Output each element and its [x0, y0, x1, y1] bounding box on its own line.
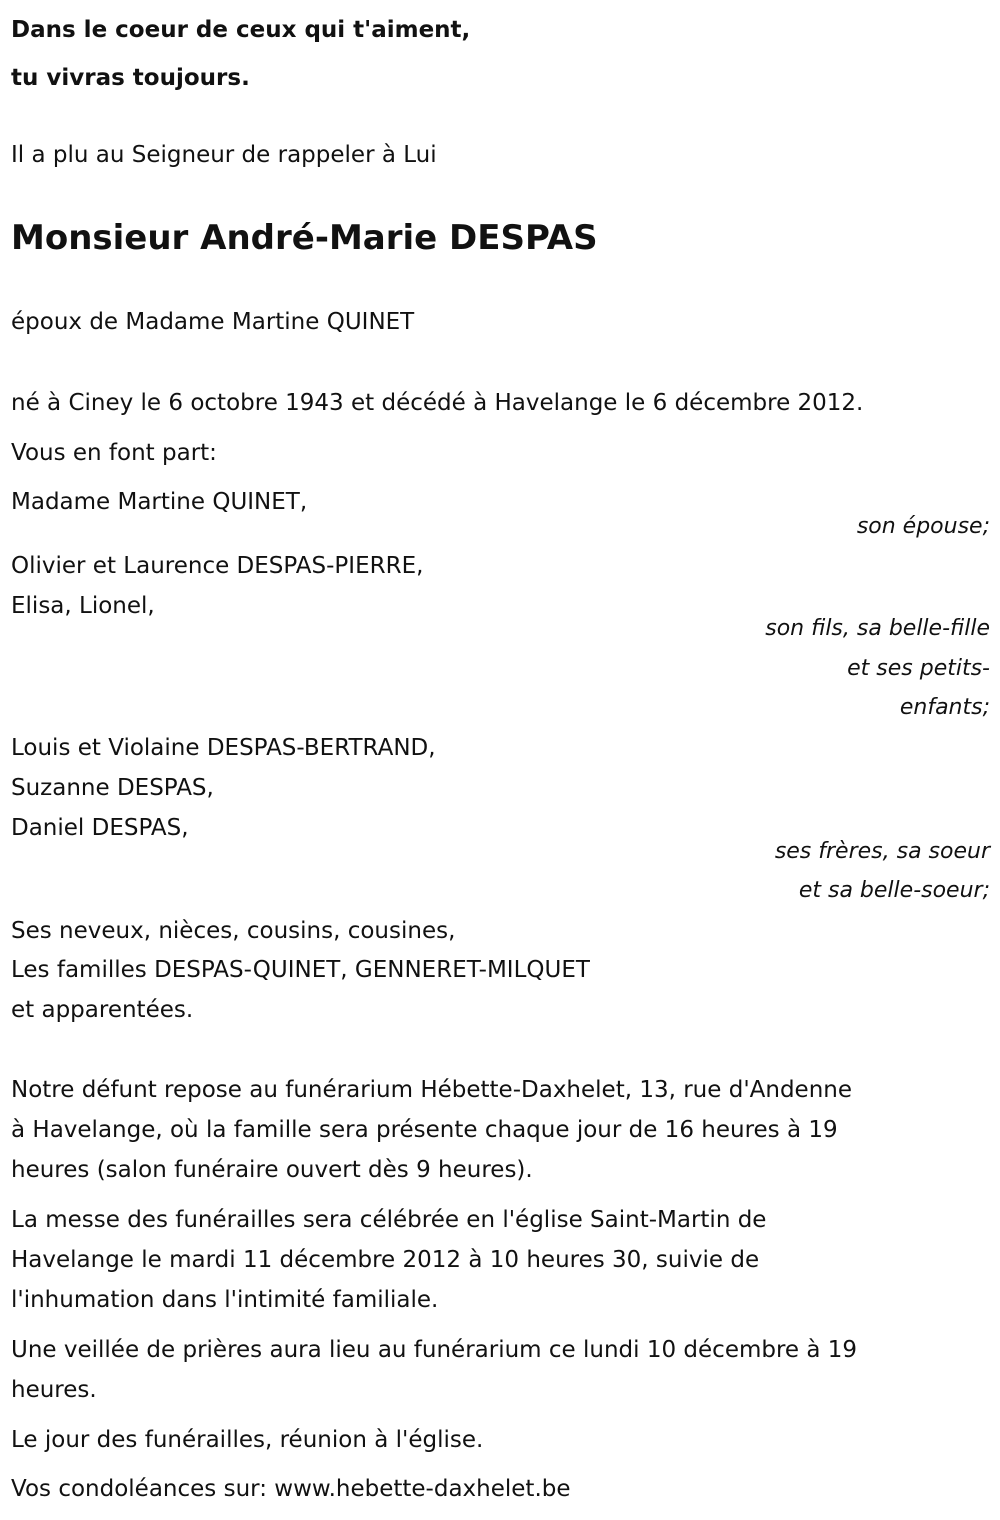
vigil-text: heures. [11, 1377, 97, 1403]
condolences-text: Vos condoléances sur: www.hebette-daxhelet.be [11, 1476, 571, 1502]
motto-line-1: Dans le coeur de ceux qui t'aiment, [11, 17, 471, 43]
meeting-text: Le jour des funérailles, réunion à l'église. [11, 1427, 484, 1453]
family-relation: son fils, sa belle-fille [765, 616, 990, 641]
mass-text: Havelange le mardi 11 décembre 2012 à 10 heures 30, suivie de [11, 1247, 760, 1273]
family-name: Madame Martine QUINET, [11, 489, 308, 515]
motto-line-2: tu vivras toujours. [11, 65, 250, 91]
deceased-name: Monsieur André-Marie DESPAS [11, 218, 598, 258]
mass-text: La messe des funérailles sera célébrée en l'église Saint-Martin de [11, 1207, 767, 1233]
family-name: et apparentées. [11, 997, 194, 1023]
family-name: Louis et Violaine DESPAS-BERTRAND, [11, 735, 436, 761]
family-relation: enfants; [899, 695, 990, 720]
funerarium-text: Notre défunt repose au funérarium Hébette-Daxhelet, 13, rue d'Andenne [11, 1077, 853, 1103]
funerarium-text: heures (salon funéraire ouvert dès 9 heures). [11, 1157, 533, 1183]
family-relation: ses frères, sa soeur [774, 839, 990, 864]
intro-text: Il a plu au Seigneur de rappeler à Lui [11, 142, 437, 168]
family-name: Suzanne DESPAS, [11, 775, 214, 801]
announce-line: Vous en font part: [11, 440, 217, 466]
mass-text: l'inhumation dans l'intimité familiale. [11, 1287, 439, 1313]
spouse-line: époux de Madame Martine QUINET [11, 309, 415, 335]
funerarium-text: à Havelange, où la famille sera présente chaque jour de 16 heures à 19 [11, 1117, 838, 1143]
family-name: Daniel DESPAS, [11, 815, 189, 841]
family-name: Olivier et Laurence DESPAS-PIERRE, [11, 553, 424, 579]
family-name: Elisa, Lionel, [11, 593, 155, 619]
family-name: Ses neveux, nièces, cousins, cousines, [11, 918, 456, 944]
vigil-text: Une veillée de prières aura lieu au funérarium ce lundi 10 décembre à 19 [11, 1337, 858, 1363]
birth-death-line: né à Ciney le 6 octobre 1943 et décédé à Havelange le 6 décembre 2012. [11, 390, 864, 416]
family-relation: et ses petits- [847, 656, 990, 681]
family-name: Les familles DESPAS-QUINET, GENNERET-MILQUET [11, 957, 590, 983]
family-relation: et sa belle-soeur; [798, 878, 990, 903]
family-relation: son épouse; [856, 514, 990, 539]
